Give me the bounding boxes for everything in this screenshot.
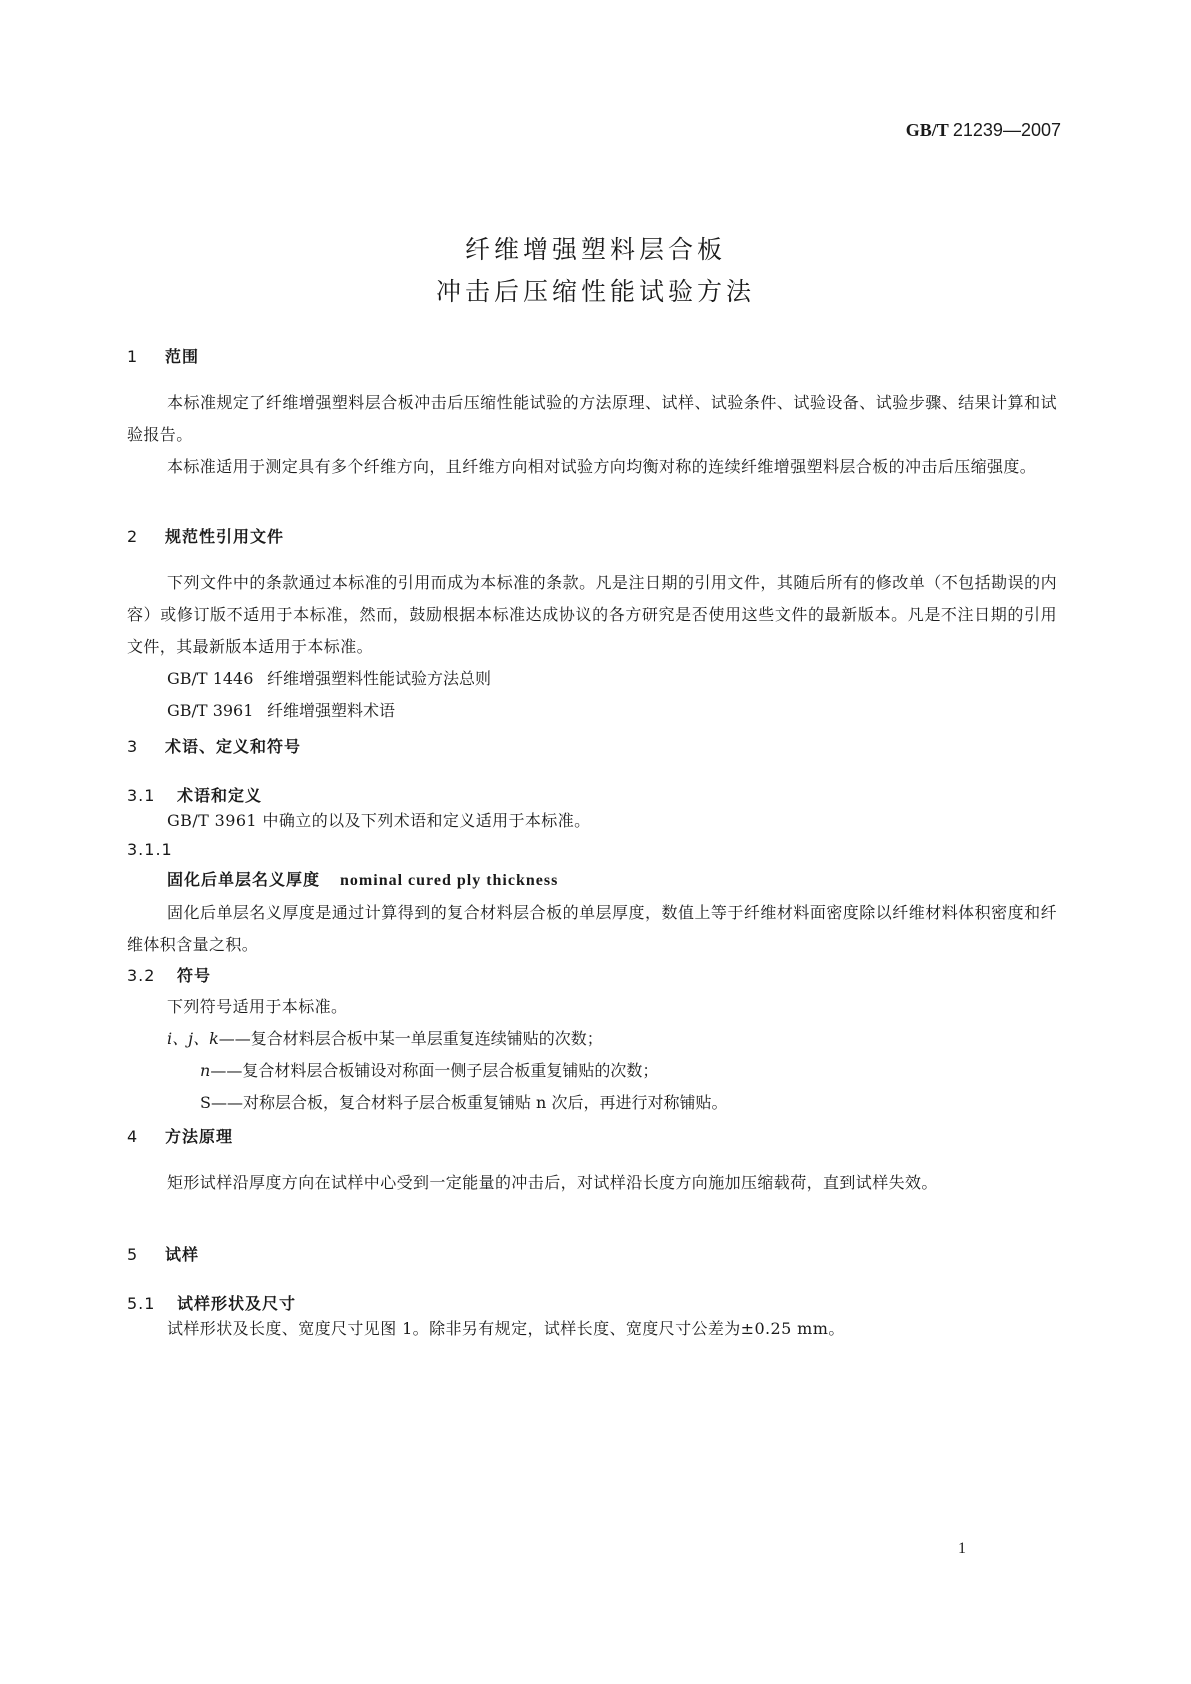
reference-item: GB/T 3961 纤维增强塑料术语 — [167, 701, 396, 720]
page-number: 1 — [958, 1540, 966, 1557]
section-heading: 3 术语、定义和符号 — [127, 737, 302, 756]
section-2 — [127, 524, 1057, 727]
document-title-line-2: 冲击后压缩性能试验方法 — [435, 277, 755, 306]
section-4 — [127, 1124, 1057, 1199]
standard-prefix: GB/T — [905, 120, 949, 140]
symbol-item: i、j、k——复合材料层合板中某一单层重复连续铺贴的次数； — [167, 1029, 603, 1048]
section-3 — [127, 734, 1057, 1119]
subsection-heading: 3.2 符号 — [127, 966, 212, 985]
section-5 — [127, 1242, 1057, 1344]
section-heading: 1 范围 — [127, 347, 200, 366]
subsection-heading: 3.1 术语和定义 — [127, 786, 263, 805]
paragraph: 本标准适用于测定具有多个纤维方向，且纤维方向相对试验方向均衡对称的连续纤维增强塑料层合板的冲击后压缩强度。 — [167, 457, 1037, 476]
symbol-item: n——复合材料层合板铺设对称面一侧子层合板重复铺贴的次数； — [200, 1061, 659, 1080]
paragraph: 下列文件中的条款通过本标准的引用而成为本标准的条款。凡是注日期的引用文件，其随后所有的修改单（不包括勘误的内容）或修订版不适用于本标准，然而，鼓励根据本标准达成协议的各方研究是否使用这些文件的最新版本。凡是不注日期的引用文件，其最新版本适用于本标准。 — [127, 573, 1057, 656]
paragraph: 试样形状及长度、宽度尺寸见图 1。除非另有规定，试样长度、宽度尺寸公差为±0.25 mm。 — [167, 1319, 845, 1338]
subsection-heading: 5.1 试样形状及尺寸 — [127, 1294, 297, 1313]
paragraph: 本标准规定了纤维增强塑料层合板冲击后压缩性能试验的方法原理、试样、试验条件、试验设备、试验步骤、结果计算和试验报告。 — [127, 393, 1057, 444]
section-heading: 5 试样 — [127, 1245, 200, 1264]
paragraph: 下列符号适用于本标准。 — [167, 997, 348, 1016]
section-heading: 4 方法原理 — [127, 1127, 234, 1146]
document-title-line-1: 纤维增强塑料层合板 — [464, 235, 726, 264]
paragraph: 矩形试样沿厚度方向在试样中心受到一定能量的冲击后，对试样沿长度方向施加压缩载荷，直到试样失效。 — [167, 1173, 938, 1192]
term-heading: 固化后单层名义厚度 nominal cured ply thickness — [167, 870, 559, 889]
term-definition: 固化后单层名义厚度是通过计算得到的复合材料层合板的单层厚度，数值上等于纤维材料面密度除以纤维材料体积密度和纤维体积含量之积。 — [127, 903, 1057, 954]
symbol-item: S——对称层合板，复合材料子层合板重复铺贴 n 次后，再进行对称铺贴。 — [200, 1093, 728, 1112]
term-number: 3.1.1 — [127, 840, 173, 859]
reference-item: GB/T 1446 纤维增强塑料性能试验方法总则 — [167, 669, 492, 688]
section-heading: 2 规范性引用文件 — [127, 527, 285, 546]
section-1 — [127, 344, 1057, 483]
standard-code — [906, 120, 1061, 141]
standard-number: 21239—2007 — [952, 120, 1061, 140]
paragraph: GB/T 3961 中确立的以及下列术语和定义适用于本标准。 — [167, 811, 591, 830]
